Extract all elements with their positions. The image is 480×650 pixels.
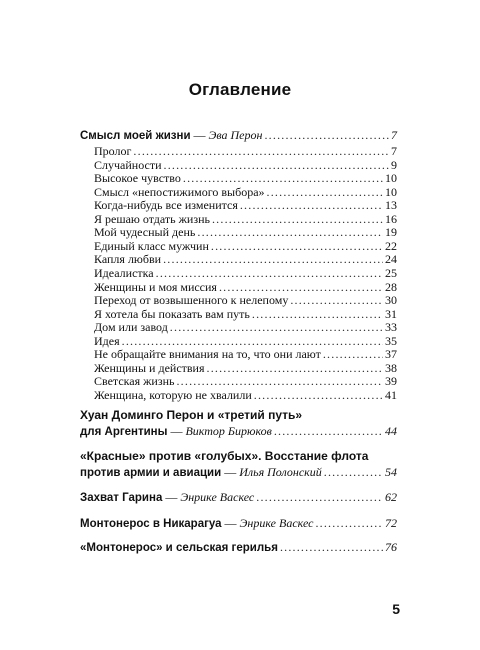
toc-entry-label: Женщины и моя миссия (94, 279, 217, 294)
toc-entry-page: 38 (385, 360, 397, 375)
toc-entry-label: Я хотела бы показать вам путь (94, 306, 250, 321)
toc-entry-chapter (94, 293, 397, 307)
toc-entry-page: 7 (391, 128, 397, 142)
toc-entry-section-5 (80, 516, 397, 531)
section-3-title-line-1: «Красные» против «голубых». Восстание флота (80, 449, 369, 463)
dot-leader (211, 239, 383, 253)
toc-entry-page: 25 (385, 265, 397, 280)
toc-entry-label: Когда-нибудь все изменится (94, 198, 238, 213)
toc-entry-label: Идеалистка (94, 265, 154, 280)
dot-leader (133, 144, 389, 158)
toc-entry-page: 10 (385, 171, 397, 186)
toc-entry-page: 13 (385, 198, 397, 213)
toc-entry-chapter (94, 212, 397, 226)
toc-entry-label: Переход от возвышенного к нелепому (94, 293, 289, 308)
toc-entry-chapter (94, 266, 397, 280)
dot-leader (156, 266, 383, 280)
toc-entry-section-4 (80, 490, 397, 505)
toc-entry-chapter (94, 239, 397, 253)
toc-entry-chapter (94, 144, 397, 158)
toc-entry-page: 24 (385, 252, 397, 267)
dot-leader (163, 252, 383, 266)
toc-entry-label: Дом или завод (94, 320, 168, 335)
dot-leader (254, 388, 383, 402)
toc-entry-label: Капля любви (94, 252, 162, 267)
toc-entry-chapter (94, 361, 397, 375)
toc-entry-chapter (94, 198, 397, 212)
toc-entry-label: Пролог (94, 144, 132, 158)
toc-entry-section-3 (80, 465, 397, 480)
toc-entry-label (80, 540, 278, 555)
dot-leader (290, 293, 383, 307)
dot-leader (280, 540, 383, 554)
toc-entry-chapter (94, 252, 397, 266)
dash: — (167, 424, 186, 438)
toc-entry-page: 35 (385, 333, 397, 348)
toc-entry-label (80, 490, 254, 505)
toc-entry-page: 10 (385, 184, 397, 199)
toc-entry-page: 33 (385, 320, 397, 335)
dot-leader (170, 320, 383, 334)
dash: — (190, 128, 209, 142)
dash: — (221, 516, 240, 530)
toc-entry-page: 22 (385, 238, 397, 253)
toc-entry-page: 7 (391, 144, 397, 158)
toc-entry-label: Мой чудесный день (94, 225, 196, 240)
toc-entry-page: 30 (385, 293, 397, 308)
toc-entry-page: 72 (385, 516, 397, 530)
author-name: Эва Перон (208, 128, 263, 142)
toc-entry-section-1 (80, 128, 397, 143)
toc-entry-page: 9 (391, 157, 397, 172)
section-title-line-2: против армии и авиации (80, 467, 222, 479)
dot-leader (183, 171, 383, 185)
author-name: Энрике Васкес (180, 490, 255, 504)
dot-leader (264, 128, 389, 142)
dot-leader (323, 347, 383, 361)
toc-entry-page: 54 (385, 465, 397, 479)
toc-entry-page: 31 (385, 306, 397, 321)
toc-entry-chapter (94, 185, 397, 199)
dot-leader (176, 374, 383, 388)
toc-entry-chapter (94, 374, 397, 388)
dot-leader (267, 185, 383, 199)
dot-leader (315, 516, 383, 530)
toc-entry-label: Женщина, которую не хвалили (94, 387, 252, 402)
toc-entry-page: 76 (385, 540, 397, 554)
dot-leader (122, 334, 383, 348)
toc-entry-page: 39 (385, 374, 397, 389)
author-name: Виктор Бирюков (185, 424, 272, 438)
toc-entry-page: 28 (385, 279, 397, 294)
toc-entry-page: 41 (385, 387, 397, 402)
section-title: Захват Гарина (80, 492, 163, 504)
toc-entry-label: Идея (94, 333, 120, 348)
toc-entry-page: 19 (385, 225, 397, 240)
page-title: Оглавление (188, 80, 292, 99)
toc-entry-chapter (94, 171, 397, 185)
section-title-line-2: для Аргентины (80, 426, 168, 438)
toc-entry-label: Случайности (94, 157, 162, 172)
toc-entry-label: Светская жизнь (94, 374, 175, 389)
toc-entry-label: Я решаю отдать жизнь (94, 211, 210, 226)
section-title: Смысл моей жизни (80, 130, 191, 142)
toc-entry-page: 62 (385, 490, 397, 504)
dot-leader (252, 307, 383, 321)
dot-leader (212, 212, 383, 226)
dot-leader (324, 465, 383, 479)
author-name: Илья Полонский (239, 465, 322, 479)
toc-entry-chapter (94, 225, 397, 239)
dot-leader (197, 225, 383, 239)
dot-leader (256, 490, 383, 504)
toc-entry-label: Женщины и действия (94, 360, 205, 375)
toc-entry-chapter (94, 388, 397, 402)
toc-entry-chapter (94, 334, 397, 348)
toc-entry-label (80, 465, 322, 480)
toc-entry-label: Не обращайте внимания на то, что они лают (94, 347, 321, 362)
toc-entry-label: Единый класс мужчин (94, 238, 209, 253)
section-title: Монтонерос в Никарагуа (80, 518, 222, 530)
dash: — (162, 490, 181, 504)
toc-entry-label: Смысл «непостижимого выбора» (94, 184, 265, 199)
toc-entry-chapter (94, 347, 397, 361)
author-name: Энрике Васкес (239, 516, 314, 530)
dot-leader (207, 361, 384, 375)
toc-entry-page: 37 (385, 347, 397, 362)
toc-entry-page: 16 (385, 211, 397, 226)
toc-entry-page: 44 (385, 424, 397, 438)
dot-leader (240, 198, 383, 212)
toc-entry-label: Высокое чувство (94, 171, 181, 186)
toc-entry-chapter (94, 158, 397, 172)
toc-entry-label (80, 424, 272, 439)
dot-leader (219, 280, 383, 294)
toc-entry-section-6 (80, 540, 397, 555)
section-2-title-line-1: Хуан Доминго Перон и «третий путь» (80, 408, 303, 422)
toc-entry-section-2 (80, 424, 397, 439)
dash: — (221, 465, 240, 479)
section-title: «Монтонерос» и сельская герилья (80, 542, 278, 554)
toc-entry-chapter (94, 280, 397, 294)
dot-leader (164, 158, 390, 172)
toc-entry-chapter (94, 307, 397, 321)
page-number: 5 (392, 601, 400, 617)
dot-leader (274, 424, 383, 438)
toc-entry-label (80, 516, 313, 531)
toc-entry-label (80, 128, 262, 143)
toc-entry-chapter (94, 320, 397, 334)
